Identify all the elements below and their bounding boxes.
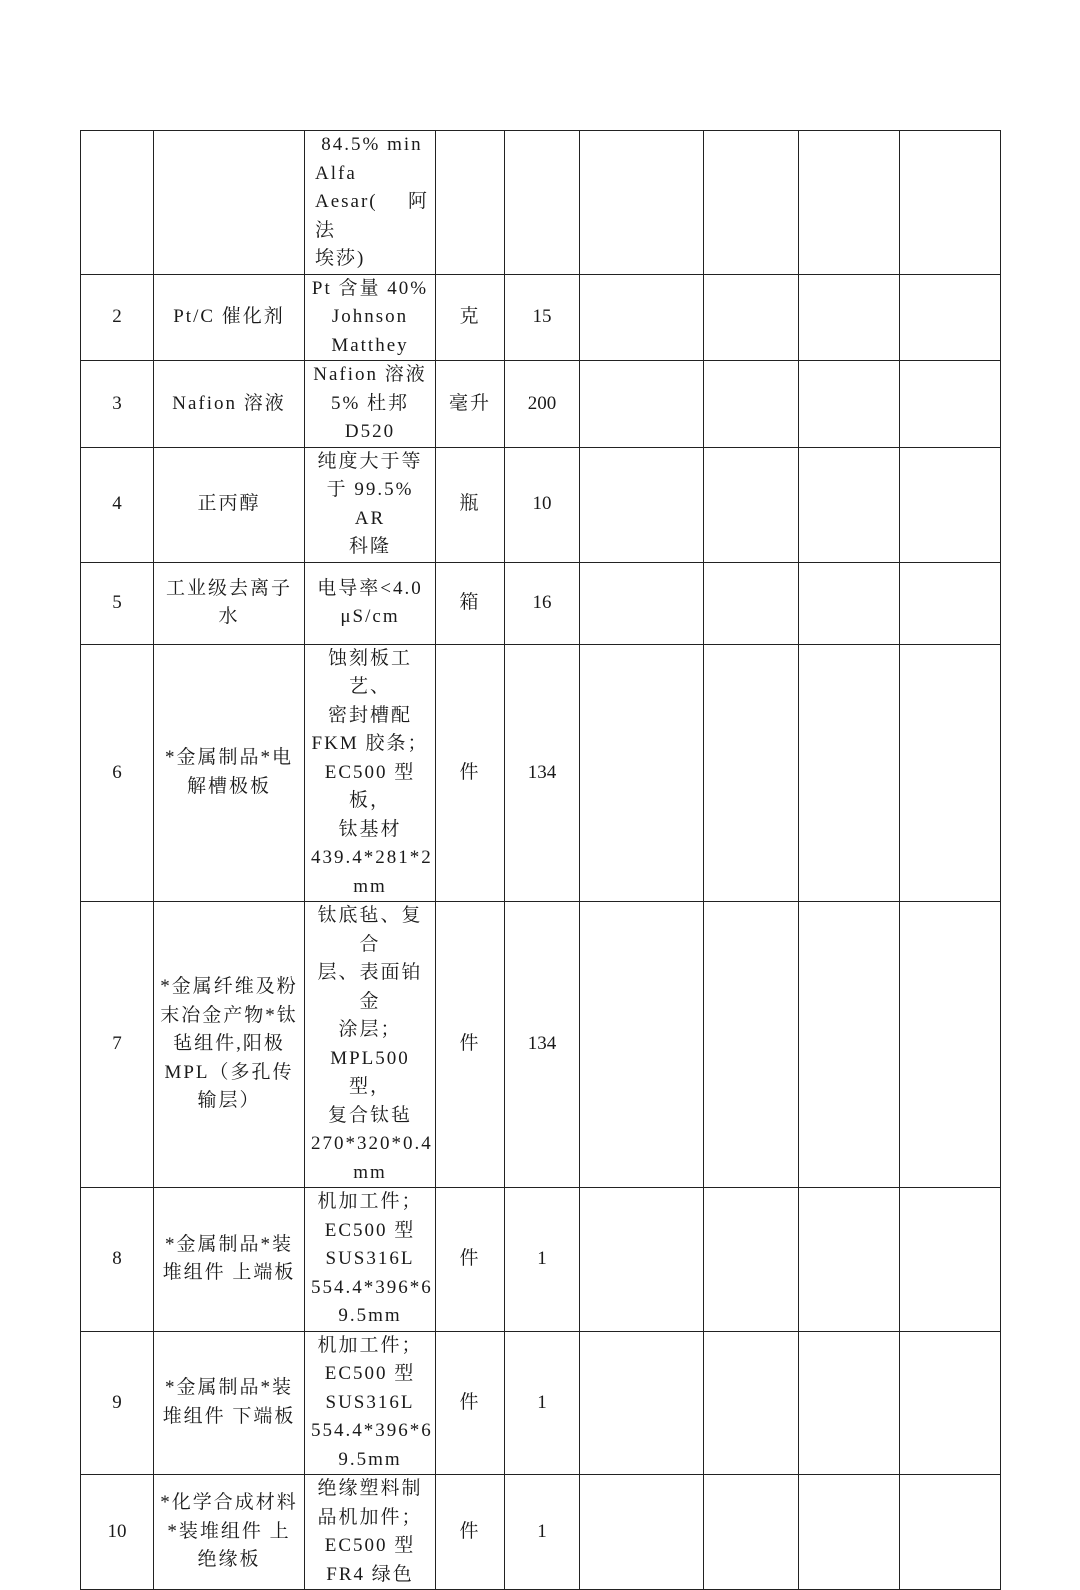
empty-delivery-cell [799, 131, 900, 275]
item-spec-line: 270*320*0.4 [311, 1133, 433, 1154]
item-quantity-cell: 1 [505, 1331, 580, 1475]
empty-amount-cell [704, 274, 799, 361]
empty-delivery-cell [799, 644, 900, 902]
item-spec-cell [305, 1475, 436, 1590]
item-spec-line: Matthey [331, 334, 409, 356]
item-unit-cell: 毫升 [436, 361, 505, 448]
empty-price-cell [580, 1475, 704, 1590]
empty-price-cell [580, 131, 704, 275]
table-row [81, 447, 1001, 562]
empty-amount-cell [704, 902, 799, 1188]
item-spec-cell [305, 562, 436, 644]
item-quantity-cell: 16 [505, 562, 580, 644]
empty-remark-cell [900, 1331, 1001, 1475]
materials-table [80, 130, 1001, 1590]
item-spec-line: Aesar( 阿 法 [315, 191, 429, 241]
item-name-line: *装堆组件 上 [167, 1520, 291, 1542]
item-spec-line: 84.5% min [321, 134, 423, 155]
item-spec-line: 蚀刻板工艺、 [327, 647, 412, 697]
empty-delivery-cell [799, 447, 900, 562]
empty-price-cell [580, 562, 704, 644]
item-spec-cell [305, 447, 436, 562]
item-unit-cell: 件 [436, 902, 505, 1188]
item-spec-line: 电导率<4.0 [317, 577, 423, 599]
empty-price-cell [580, 447, 704, 562]
empty-price-cell [580, 274, 704, 361]
item-quantity-cell: 1 [505, 1475, 580, 1590]
item-name-cell [154, 562, 305, 644]
item-name-line: *金属制品*装 [164, 1233, 293, 1255]
item-number-cell: 9 [81, 1331, 154, 1475]
item-spec-line: EC500 型 [324, 1363, 416, 1384]
item-spec-line: mm [353, 1161, 387, 1183]
item-number-cell: 8 [81, 1188, 154, 1332]
item-spec-line: 9.5mm [338, 1305, 402, 1326]
item-spec-cell [305, 644, 436, 902]
empty-remark-cell [900, 902, 1001, 1188]
empty-amount-cell [704, 1475, 799, 1590]
item-name-cell [154, 644, 305, 902]
empty-amount-cell [704, 361, 799, 448]
item-name-cell [154, 361, 305, 448]
item-spec-line: Pt 含量 40% [311, 277, 429, 299]
item-spec-line: 纯度大于等 [317, 450, 423, 472]
table-row [81, 131, 1001, 275]
item-spec-line: 埃莎) [315, 248, 366, 269]
item-number-cell: 5 [81, 562, 154, 644]
empty-price-cell [580, 902, 704, 1188]
empty-delivery-cell [799, 562, 900, 644]
item-name-line: 末冶金产物*钛 [160, 1004, 298, 1026]
table-row [81, 1331, 1001, 1475]
item-name-line: 毡组件,阳极 [173, 1033, 285, 1055]
item-number-cell: 10 [81, 1475, 154, 1590]
item-name-line: 堆组件 下端板 [162, 1405, 296, 1427]
item-number-cell: 2 [81, 274, 154, 361]
item-quantity-cell [505, 131, 580, 275]
empty-delivery-cell [799, 361, 900, 448]
item-spec-line: 涂层； [338, 1019, 402, 1040]
item-spec-line: EC500 型 [324, 1535, 416, 1556]
item-name-cell [154, 447, 305, 562]
empty-delivery-cell [799, 274, 900, 361]
empty-price-cell [580, 1188, 704, 1332]
item-spec-line: SUS316L [325, 1391, 415, 1413]
empty-remark-cell [900, 644, 1001, 902]
empty-delivery-cell [799, 1331, 900, 1475]
item-spec-line: 机加工件； [317, 1334, 423, 1356]
empty-remark-cell [900, 361, 1001, 448]
item-spec-cell [305, 1331, 436, 1475]
item-name-line: *化学合成材料 [160, 1492, 298, 1514]
empty-remark-cell [900, 1475, 1001, 1590]
table-row [81, 644, 1001, 902]
empty-remark-cell [900, 1188, 1001, 1332]
item-name-cell [154, 274, 305, 361]
item-spec-line: FKM 胶条； [311, 733, 429, 754]
item-name-cell [154, 1188, 305, 1332]
item-spec-line: 密封槽配 [327, 704, 412, 726]
item-number-cell [81, 131, 154, 275]
table-row [81, 274, 1001, 361]
item-spec-line: 9.5mm [338, 1448, 402, 1470]
empty-delivery-cell [799, 1475, 900, 1590]
item-spec-line: 439.4*281*2 [311, 847, 433, 868]
item-name-line: *金属制品*电 [164, 747, 293, 769]
empty-remark-cell [900, 274, 1001, 361]
item-number-cell: 3 [81, 361, 154, 448]
table-row [81, 1475, 1001, 1590]
item-name-line: *金属制品*装 [164, 1377, 293, 1399]
item-name-line: *金属纤维及粉 [160, 976, 298, 998]
empty-remark-cell [900, 447, 1001, 562]
item-name-line: 正丙醇 [197, 493, 261, 515]
item-spec-line: 层、表面铂金 [317, 962, 423, 1012]
item-number-cell: 6 [81, 644, 154, 902]
table-body [81, 131, 1001, 1590]
item-spec-line: EC500 型板， [324, 761, 416, 811]
item-name-line: Nafion 溶液 [172, 392, 286, 414]
item-spec-line: 554.4*396*6 [311, 1276, 433, 1298]
item-unit-cell: 克 [436, 274, 505, 361]
empty-price-cell [580, 1331, 704, 1475]
item-number-cell: 7 [81, 902, 154, 1188]
item-spec-line: 于 99.5% AR [326, 479, 414, 529]
table-row [81, 361, 1001, 448]
item-spec-line: MPL500 型， [330, 1047, 410, 1097]
empty-amount-cell [704, 447, 799, 562]
item-name-line: 水 [218, 606, 240, 627]
item-name-line: Pt/C 催化剂 [173, 306, 285, 327]
item-spec-cell [305, 361, 436, 448]
item-spec-line: μS/cm [340, 606, 400, 627]
table-row [81, 1188, 1001, 1332]
item-spec-line: 复合钛毡 [327, 1104, 412, 1126]
item-spec-line: 绝缘塑料制 [317, 1478, 423, 1499]
item-unit-cell: 件 [436, 1475, 505, 1590]
item-name-line: 堆组件 上端板 [162, 1262, 296, 1284]
table-row [81, 562, 1001, 644]
item-quantity-cell: 15 [505, 274, 580, 361]
item-spec-line: mm [353, 875, 387, 897]
item-quantity-cell: 134 [505, 644, 580, 902]
item-spec-line: SUS316L [325, 1248, 415, 1269]
item-spec-cell [305, 131, 436, 275]
item-spec-line: 554.4*396*6 [311, 1420, 433, 1441]
item-name-line: MPL（多孔传 [164, 1061, 294, 1083]
item-spec-line: 钛基材 [338, 818, 402, 840]
item-spec-line: 品机加件； [317, 1506, 423, 1528]
item-spec-line: 钛底毡、复合 [317, 905, 423, 955]
item-unit-cell: 件 [436, 1188, 505, 1332]
item-unit-cell [436, 131, 505, 275]
item-spec-line: EC500 型 [324, 1219, 416, 1241]
item-spec-cell [305, 902, 436, 1188]
empty-delivery-cell [799, 902, 900, 1188]
item-spec-line: D520 [344, 421, 396, 442]
empty-amount-cell [704, 1331, 799, 1475]
item-name-cell [154, 1331, 305, 1475]
empty-amount-cell [704, 131, 799, 275]
item-spec-line: Alfa [315, 162, 357, 184]
item-unit-cell: 件 [436, 1331, 505, 1475]
item-name-line: 输层） [197, 1090, 261, 1112]
item-unit-cell: 瓶 [436, 447, 505, 562]
item-spec-cell [305, 1188, 436, 1332]
item-name-cell [154, 131, 305, 275]
item-quantity-cell: 1 [505, 1188, 580, 1332]
item-quantity-cell: 10 [505, 447, 580, 562]
empty-remark-cell [900, 131, 1001, 275]
item-name-line: 解槽极板 [186, 775, 271, 797]
item-spec-line: FR4 绿色 [326, 1563, 414, 1585]
empty-amount-cell [704, 644, 799, 902]
item-name-cell [154, 902, 305, 1188]
empty-price-cell [580, 644, 704, 902]
item-quantity-cell: 200 [505, 361, 580, 448]
item-spec-line: 机加工件； [317, 1191, 423, 1212]
item-quantity-cell: 134 [505, 902, 580, 1188]
empty-amount-cell [704, 1188, 799, 1332]
item-unit-cell: 件 [436, 644, 505, 902]
item-number-cell: 4 [81, 447, 154, 562]
item-spec-line: Nafion 溶液 [313, 364, 427, 385]
item-name-cell [154, 1475, 305, 1590]
item-spec-cell [305, 274, 436, 361]
item-unit-cell: 箱 [436, 562, 505, 644]
item-spec-line: 5% 杜邦 [330, 392, 410, 414]
item-name-line: 绝缘板 [197, 1549, 261, 1571]
empty-remark-cell [900, 562, 1001, 644]
table-row [81, 902, 1001, 1188]
item-name-line: 工业级去离子 [165, 577, 292, 599]
empty-amount-cell [704, 562, 799, 644]
empty-delivery-cell [799, 1188, 900, 1332]
empty-price-cell [580, 361, 704, 448]
item-spec-line: 科隆 [348, 536, 391, 557]
item-spec-line: Johnson [331, 306, 409, 327]
